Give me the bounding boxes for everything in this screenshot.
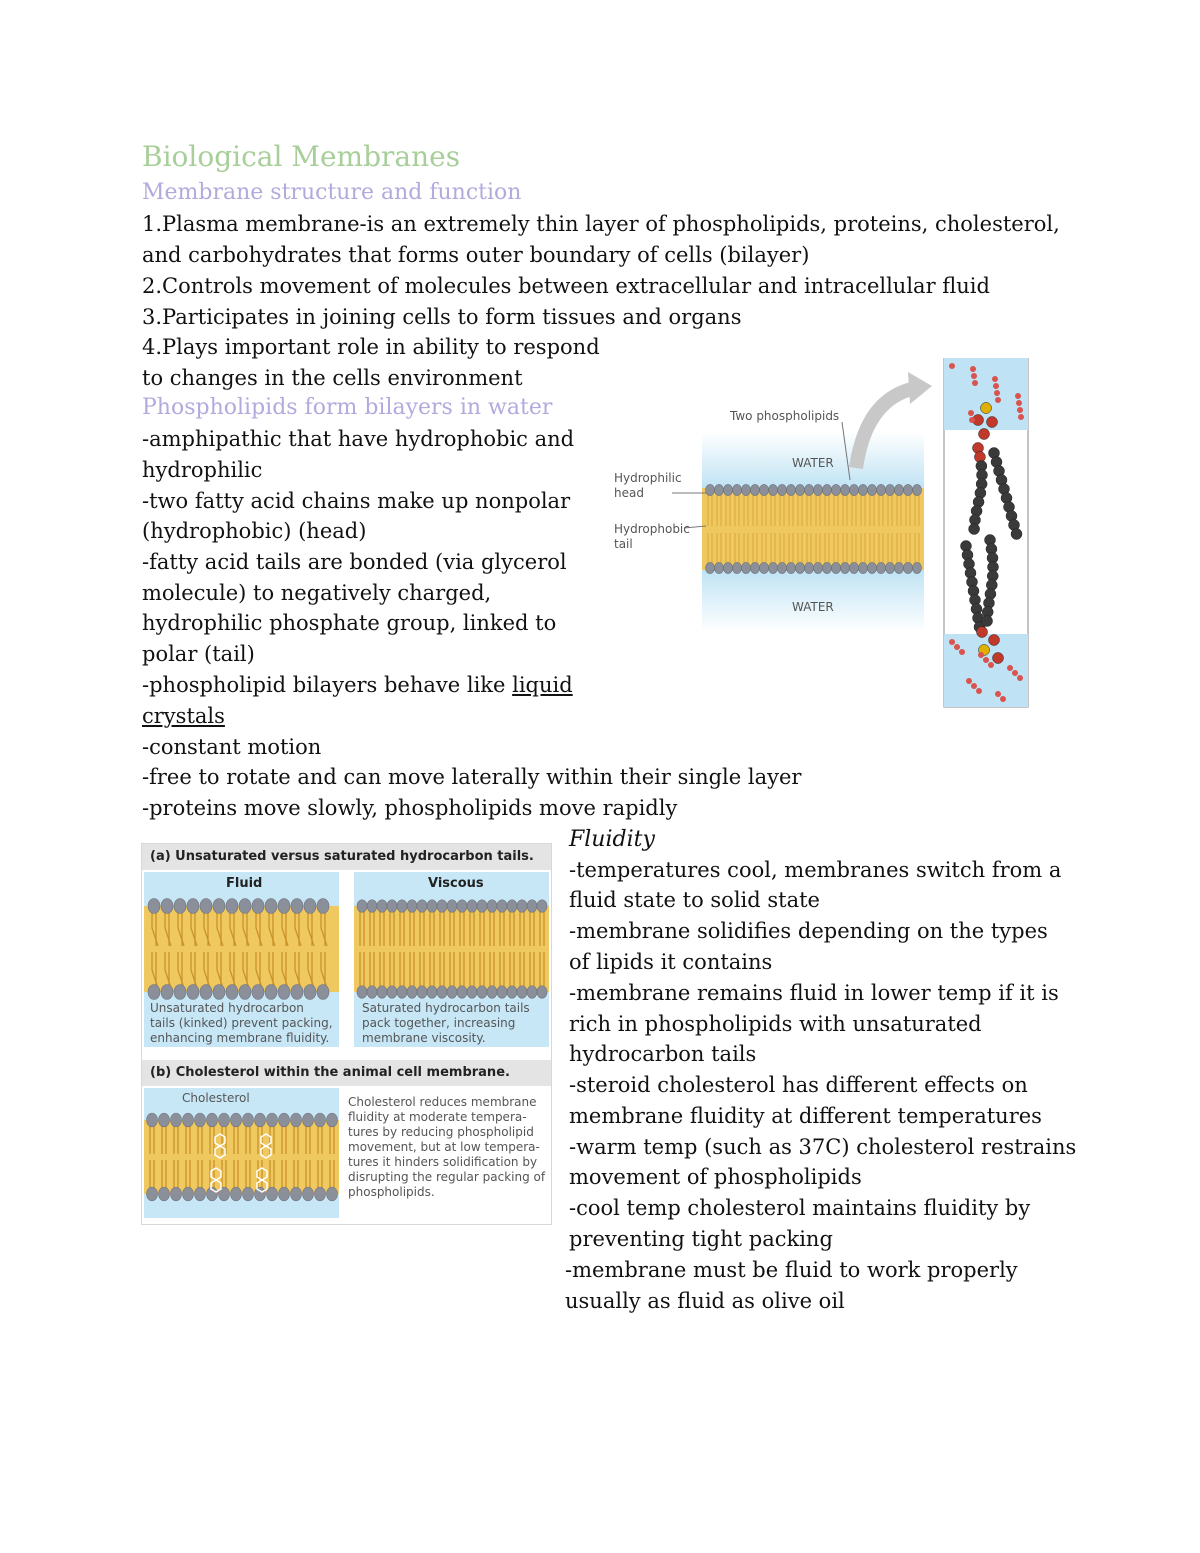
fluid-head [187, 985, 199, 1000]
fluid-head [252, 899, 264, 914]
water-molecule [1015, 393, 1021, 399]
bilayer-line-1: -amphipathic that have hydrophobic and [142, 427, 575, 451]
viscous-head [437, 900, 447, 913]
viscous-head [537, 986, 547, 999]
list-item-2: 2.Controls movement of molecules between extracellular and intracellular fluid [142, 274, 990, 298]
bilayer-head [787, 562, 796, 573]
cholesterol-head [183, 1113, 194, 1127]
fluid-head [304, 985, 316, 1000]
fluid-head [187, 899, 199, 914]
water-molecule [970, 366, 976, 372]
viscous-head [407, 900, 417, 913]
cholesterol-head [219, 1113, 230, 1127]
viscous-head [497, 900, 507, 913]
molecule-atom [969, 524, 980, 535]
water-molecule [1016, 400, 1022, 406]
molecule-atom [977, 627, 988, 638]
molecule-atom [1011, 529, 1022, 540]
list-item-4: 4.Plays important role in ability to respond [142, 335, 600, 359]
bilayer-line-6: molecule) to negatively charged, [142, 581, 492, 605]
viscous-head [367, 900, 377, 913]
water-molecule [995, 691, 1001, 697]
bilayer-head [742, 484, 751, 495]
bilayer-head [841, 484, 850, 495]
fluid-head [213, 899, 225, 914]
bilayer-head [760, 562, 769, 573]
fig-title-b: (b) Cholesterol within the animal cell membrane. [150, 1065, 510, 1080]
fluidity-line-1: -temperatures cool, membranes switch from a [569, 858, 1062, 882]
viscous-head [397, 986, 407, 999]
bilayer-head [814, 484, 823, 495]
molecule-atom [989, 635, 1000, 646]
viscous-head [397, 900, 407, 913]
bilayer-head [796, 484, 805, 495]
water-molecule [1018, 414, 1024, 420]
molecule-atom [982, 616, 993, 627]
fluid-head [200, 899, 212, 914]
cholesterol-head [171, 1187, 182, 1201]
viscous-head [447, 986, 457, 999]
viscous-head [517, 900, 527, 913]
molecule-atom [981, 403, 992, 414]
bilayer-head [868, 562, 877, 573]
cholesterol-head [279, 1187, 290, 1201]
bilayer-line-7: hydrophilic phosphate group, linked to [142, 611, 557, 635]
viscous-head [487, 900, 497, 913]
cholesterol-head [291, 1187, 302, 1201]
bilayer-line-11: -constant motion [142, 735, 322, 759]
viscous-head [367, 986, 377, 999]
cholesterol-head [195, 1187, 206, 1201]
bilayer-line-2: hydrophilic [142, 458, 263, 482]
fluid-head [291, 985, 303, 1000]
fluid-head [148, 985, 160, 1000]
cholesterol-head [303, 1113, 314, 1127]
fluid-head [278, 899, 290, 914]
label-water-top: WATER [792, 456, 834, 470]
bilayer-head [724, 484, 733, 495]
water-molecule [954, 644, 960, 650]
fluidity-line-10: -warm temp (such as 37C) cholesterol restrains [569, 1135, 1077, 1159]
water-molecule [978, 652, 984, 658]
bilayer-line-9: -phospholipid bilayers behave like liquid [142, 673, 573, 697]
caption-saturated: Saturated hydrocarbon tails pack together, increasing membrane viscosity. [362, 1001, 530, 1045]
water-molecule [949, 363, 955, 369]
bilayer-head [850, 484, 859, 495]
fluidity-line-11: movement of phospholipids [569, 1165, 862, 1189]
viscous-head [477, 986, 487, 999]
bilayer-head [805, 484, 814, 495]
list-item-1: 1.Plasma membrane-is an extremely thin layer of phospholipids, proteins, cholesterol, [142, 212, 1060, 236]
label-hydrophobic: Hydrophobic [614, 522, 690, 536]
molecule-atom [979, 429, 990, 440]
cholesterol-head [195, 1113, 206, 1127]
viscous-head [427, 900, 437, 913]
cholesterol-head [267, 1113, 278, 1127]
bilayer-head [769, 484, 778, 495]
bilayer-head [832, 484, 841, 495]
list-item-1-cont: and carbohydrates that forms outer boundary of cells (bilayer) [142, 243, 810, 267]
label-tail: tail [614, 537, 633, 551]
cholesterol-head [171, 1113, 182, 1127]
viscous-bilayer-svg [354, 894, 549, 1004]
viscous-head [517, 986, 527, 999]
cholesterol-head [147, 1113, 158, 1127]
page-title: Biological Membranes [142, 140, 461, 173]
viscous-head [427, 986, 437, 999]
label-viscous: Viscous [428, 876, 484, 891]
bilayer-head [778, 484, 787, 495]
label-water-bottom: WATER [792, 600, 834, 614]
viscous-head [477, 900, 487, 913]
underlined-liquid: liquid [512, 673, 573, 697]
cholesterol-head [243, 1187, 254, 1201]
water-molecule [994, 390, 1000, 396]
fluid-head [317, 985, 329, 1000]
viscous-head [437, 986, 447, 999]
fluid-head [148, 899, 160, 914]
fluidity-line-9: membrane fluidity at different temperatures [569, 1104, 1042, 1128]
fluid-bilayer-svg [144, 894, 339, 1004]
bilayer-head [859, 562, 868, 573]
cholesterol-head [255, 1187, 266, 1201]
molecule-atom [993, 653, 1004, 664]
bilayer-head [787, 484, 796, 495]
water-molecule [992, 376, 998, 382]
label-hydrophilic: Hydrophilic [614, 471, 682, 485]
viscous-head [527, 900, 537, 913]
bilayer-head [895, 562, 904, 573]
cholesterol-head [207, 1113, 218, 1127]
fluidity-heading: Fluidity [569, 827, 655, 852]
water-molecule [966, 678, 972, 684]
bilayer-head [832, 562, 841, 573]
bilayer-head [886, 562, 895, 573]
fluid-head [226, 899, 238, 914]
molecule-atom [987, 417, 998, 428]
viscous-head [457, 900, 467, 913]
caption-cholesterol: Cholesterol reduces membrane fluidity at moderate tempera- tures by reducing phospholipid movement, but at low tempera- tures it hinders solidification by disrupting the regular packing of phospholipids. [348, 1095, 546, 1199]
bilayer-head [742, 562, 751, 573]
viscous-head [467, 900, 477, 913]
fluidity-line-7: hydrocarbon tails [569, 1042, 757, 1066]
bilayer-head [904, 484, 913, 495]
fluid-head [291, 899, 303, 914]
bilayer-line-5: -fatty acid tails are bonded (via glycerol [142, 550, 567, 574]
viscous-head [457, 986, 467, 999]
fluid-head [252, 985, 264, 1000]
fluid-head [161, 985, 173, 1000]
cholesterol-head [327, 1113, 338, 1127]
viscous-head [537, 900, 547, 913]
cholesterol-head [231, 1187, 242, 1201]
bilayer-head [715, 484, 724, 495]
fluidity-line-2: fluid state to solid state [569, 888, 820, 912]
water-molecule [949, 639, 955, 645]
bilayer-head [877, 484, 886, 495]
fluid-head [317, 899, 329, 914]
water-molecule [1017, 675, 1023, 681]
bilayer-head [706, 484, 715, 495]
cholesterol-head [243, 1113, 254, 1127]
section-heading-bilayers: Phospholipids form bilayers in water [142, 395, 553, 420]
bilayer-head [724, 562, 733, 573]
label-two-phospholipids: Two phospholipids [730, 409, 840, 423]
label-head: head [614, 486, 644, 500]
viscous-head [377, 900, 387, 913]
cholesterol-head [255, 1113, 266, 1127]
bilayer-head [769, 562, 778, 573]
fluid-head [304, 899, 316, 914]
viscous-head [467, 986, 477, 999]
fluid-head [278, 985, 290, 1000]
bilayer-head [841, 562, 850, 573]
bilayer-head [733, 562, 742, 573]
bilayer-head [868, 484, 877, 495]
bilayer-head [913, 562, 922, 573]
fluid-head [200, 985, 212, 1000]
water-molecule [1007, 665, 1013, 671]
fluid-head [239, 899, 251, 914]
water-molecule [993, 383, 999, 389]
viscous-head [357, 900, 367, 913]
bilayer-head [715, 562, 724, 573]
cholesterol-head [147, 1187, 158, 1201]
viscous-head [507, 986, 517, 999]
bilayer-line-10: crystals [142, 704, 225, 728]
cholesterol-head [231, 1113, 242, 1127]
bilayer-head [823, 562, 832, 573]
label-fluid: Fluid [226, 876, 263, 891]
fluid-head [226, 985, 238, 1000]
bilayer-line-13: -proteins move slowly, phospholipids move rapidly [142, 796, 678, 820]
viscous-head [407, 986, 417, 999]
viscous-head [377, 986, 387, 999]
water-molecule [988, 662, 994, 668]
water-molecule [976, 688, 982, 694]
bilayer-head [778, 562, 787, 573]
bilayer-head [859, 484, 868, 495]
fluidity-line-6: rich in phospholipids with unsaturated [569, 1012, 982, 1036]
cholesterol-head [279, 1113, 290, 1127]
fluid-head [239, 985, 251, 1000]
bilayer-line-3: -two fatty acid chains make up nonpolar [142, 489, 571, 513]
section-heading-structure: Membrane structure and function [142, 180, 522, 205]
bilayer-figure [606, 358, 1036, 710]
viscous-head [417, 900, 427, 913]
cholesterol-head [291, 1113, 302, 1127]
water-molecule [969, 417, 975, 423]
cholesterol-head [315, 1187, 326, 1201]
bilayer-head [751, 484, 760, 495]
fluidity-line-4: of lipids it contains [569, 950, 773, 974]
viscous-head [387, 900, 397, 913]
fluid-head [265, 985, 277, 1000]
fluidity-line-5: -membrane remains fluid in lower temp if it is [569, 981, 1059, 1005]
viscous-head [447, 900, 457, 913]
bilayer-head [850, 562, 859, 573]
fluid-head [161, 899, 173, 914]
fig-title-a: (a) Unsaturated versus saturated hydrocarbon tails. [150, 849, 534, 864]
cholesterol-head [159, 1187, 170, 1201]
fluidity-line-15: usually as fluid as olive oil [565, 1289, 845, 1313]
viscous-head [487, 986, 497, 999]
bilayer-head [796, 562, 805, 573]
water-molecule [971, 373, 977, 379]
fluidity-line-8: -steroid cholesterol has different effects on [569, 1073, 1028, 1097]
cholesterol-head [315, 1113, 326, 1127]
water-molecule [983, 657, 989, 663]
cholesterol-head [183, 1187, 194, 1201]
water-molecule [971, 683, 977, 689]
bilayer-line-4: (hydrophobic) (head) [142, 519, 367, 543]
bilayer-head [733, 484, 742, 495]
bilayer-head [823, 484, 832, 495]
bilayer-head [814, 562, 823, 573]
cholesterol-head [267, 1187, 278, 1201]
fluid-head [174, 985, 186, 1000]
fluidity-line-3: -membrane solidifies depending on the types [569, 919, 1048, 943]
fluidity-line-14: -membrane must be fluid to work properly [565, 1258, 1018, 1282]
water-molecule [972, 380, 978, 386]
water-molecule [995, 397, 1001, 403]
fluidity-line-13: preventing tight packing [569, 1227, 833, 1251]
bilayer-head [904, 562, 913, 573]
viscous-head [357, 986, 367, 999]
fluid-head [174, 899, 186, 914]
bilayer-head [805, 562, 814, 573]
fluid-head [213, 985, 225, 1000]
bilayer-head [895, 484, 904, 495]
viscous-head [497, 986, 507, 999]
bilayer-head [913, 484, 922, 495]
fluidity-figure [141, 843, 552, 1225]
water-molecule [1012, 670, 1018, 676]
bilayer-head [886, 484, 895, 495]
cholesterol-head [303, 1187, 314, 1201]
caption-unsaturated: Unsaturated hydrocarbon tails (kinked) prevent packing, enhancing membrane fluidity. [150, 1001, 333, 1045]
bilayer-line-8: polar (tail) [142, 642, 255, 666]
label-cholesterol: Cholesterol [182, 1091, 250, 1105]
bilayer-line-12: -free to rotate and can move laterally within their single layer [142, 765, 802, 789]
bilayer-head [760, 484, 769, 495]
viscous-head [417, 986, 427, 999]
viscous-head [387, 986, 397, 999]
water-molecule [1000, 696, 1006, 702]
viscous-head [507, 900, 517, 913]
viscous-head [527, 986, 537, 999]
bilayer-head [877, 562, 886, 573]
cholesterol-bilayer-svg [144, 1106, 339, 1216]
cholesterol-head [159, 1113, 170, 1127]
fluidity-line-12: -cool temp cholesterol maintains fluidity by [569, 1196, 1031, 1220]
water-molecule [959, 649, 965, 655]
list-item-4-cont: to changes in the cells environment [142, 366, 523, 390]
bilayer-head [706, 562, 715, 573]
bilayer-head [751, 562, 760, 573]
list-item-3: 3.Participates in joining cells to form tissues and organs [142, 305, 742, 329]
water-molecule [1017, 407, 1023, 413]
fluid-head [265, 899, 277, 914]
water-molecule [968, 410, 974, 416]
cholesterol-head [327, 1187, 338, 1201]
